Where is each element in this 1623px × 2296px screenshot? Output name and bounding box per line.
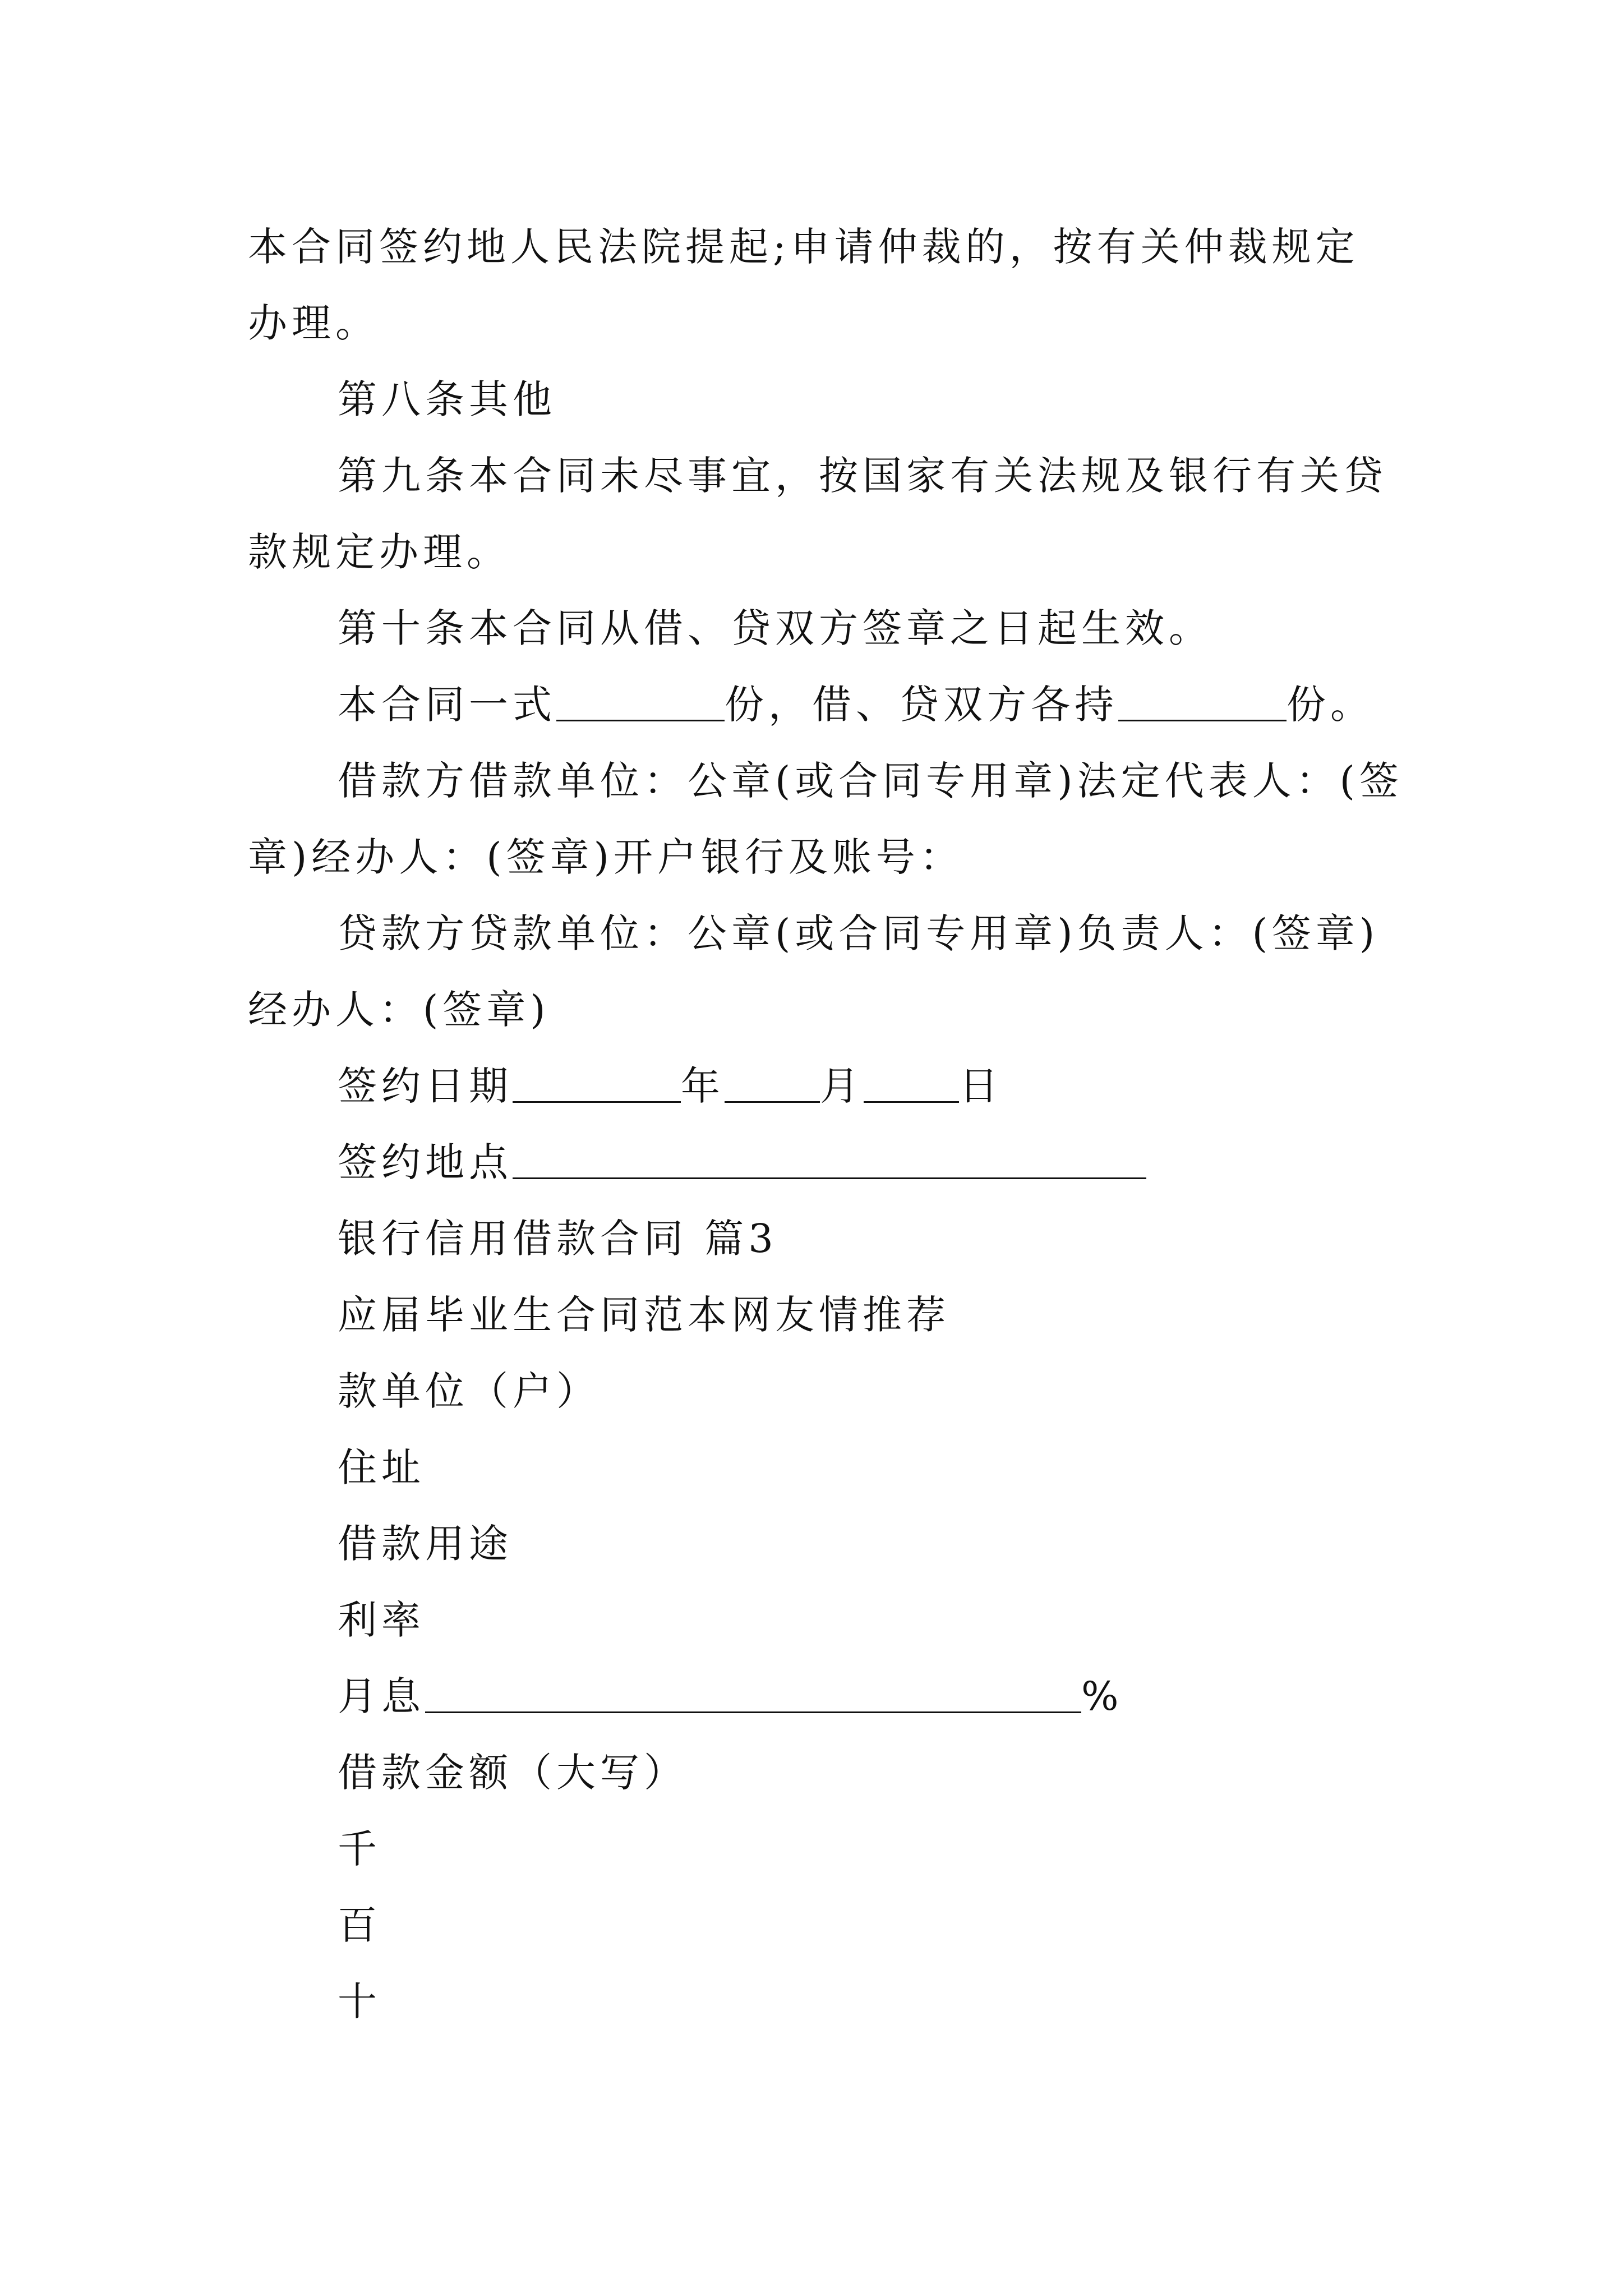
article-nine-line: 第九条本合同未尽事宜，按国家有关法规及银行有关贷: [338, 453, 1387, 499]
field-loan-purpose: 借款用途: [338, 1521, 513, 1567]
field-hundred: 百: [338, 1902, 381, 1948]
year-label: 年: [681, 1063, 725, 1109]
field-loan-amount: 借款金额（大写）: [338, 1750, 688, 1796]
month-label: 月: [820, 1063, 864, 1109]
field-interest-rate: 利率: [338, 1597, 425, 1643]
copies-blank-each[interactable]: [1118, 680, 1287, 721]
field-ten: 十: [338, 1978, 381, 2024]
copies-blank-total[interactable]: [556, 680, 725, 721]
signing-place-label: 签约地点: [338, 1139, 513, 1185]
day-blank[interactable]: [864, 1062, 959, 1103]
article-eight-heading: 第八条其他: [338, 376, 556, 422]
monthly-interest-line: [248, 1658, 1426, 1734]
signing-place-blank[interactable]: [513, 1138, 1146, 1179]
copies-line: [248, 666, 1426, 743]
month-blank[interactable]: [725, 1062, 820, 1103]
borrower-line: 借款方借款单位：公章(或合同专用章)法定代表人：(签: [338, 758, 1403, 804]
day-label: 日: [959, 1063, 1003, 1109]
copies-end-label: 份。: [1287, 682, 1374, 728]
lender-line: 贷款方贷款单位：公章(或合同专用章)负责人：(签章): [338, 910, 1380, 956]
lender-continuation: 经办人：(签章): [248, 987, 550, 1033]
signing-date-label: 签约日期: [338, 1063, 513, 1109]
field-borrower-unit: 款单位（户）: [338, 1368, 600, 1414]
copies-label: 本合同一式: [338, 682, 556, 728]
paragraph-line: 本合同签约地人民法院提起;申请仲裁的，按有关仲裁规定: [248, 224, 1359, 270]
monthly-interest-label: 月息: [338, 1673, 425, 1719]
document-body: [248, 209, 1426, 2040]
signing-place-line: [248, 1124, 1426, 1200]
percent-sign: %: [1081, 1673, 1123, 1719]
year-blank[interactable]: [513, 1062, 681, 1103]
section-title: 银行信用借款合同 篇3: [338, 1216, 778, 1262]
paragraph-line: 办理。: [248, 300, 379, 346]
signing-date-line: [248, 1048, 1426, 1124]
article-ten-line: 第十条本合同从借、贷双方签章之日起生效。: [338, 605, 1212, 651]
field-address: 住址: [338, 1444, 425, 1490]
monthly-interest-blank[interactable]: [425, 1672, 1081, 1713]
field-thousand: 千: [338, 1826, 381, 1872]
borrower-continuation: 章)经办人：(签章)开户银行及账号：: [248, 834, 963, 880]
copies-each-label: 份，借、贷双方各持: [725, 682, 1118, 728]
recommendation-line: 应届毕业生合同范本网友情推荐: [338, 1292, 950, 1338]
article-nine-continuation: 款规定办理。: [248, 529, 510, 575]
